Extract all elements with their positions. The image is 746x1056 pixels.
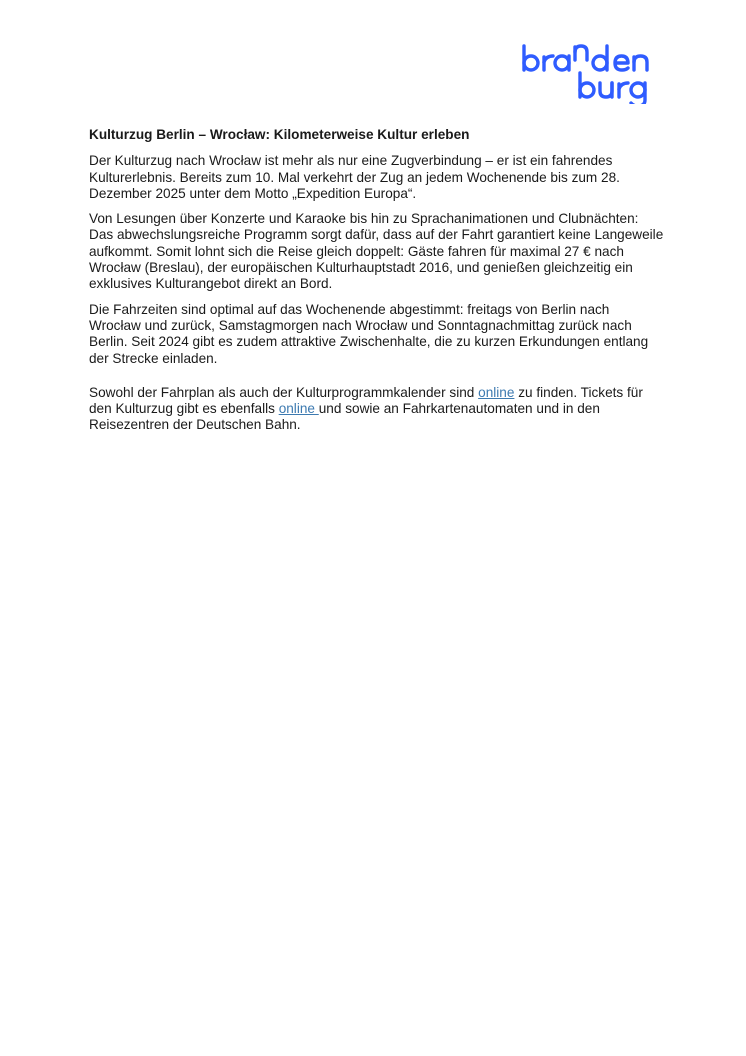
brandenburg-logo [518,40,668,104]
paragraph-intro: Der Kulturzug nach Wrocław ist mehr als nur eine Zugverbindung – er ist ein fahrendes Kulturerlebnis. Bereits zum 10. Mal verkehrt der Zug an jedem Wochenende bis zum 28. Dezember 2025 unter dem Motto „Expedition Europa“. [89,153,620,201]
paragraph-schedule: Die Fahrzeiten sind optimal auf das Wochenende abgestimmt: freitags von Berlin nach Wrocław und zurück, Samstagmorgen nach Wrocław und Sonntagnachmittag zurück nach Berlin. Seit 2024 gibt es zudem attraktive Zwischenhalte, die zu kurzen Erkundungen entlang der Strecke einladen. [89,301,649,366]
paragraph-tickets [89,385,664,434]
press-text [89,127,664,443]
timetable-online-link[interactable]: online [478,384,515,400]
text-segment: Sowohl der Fahrplan als auch der Kulturprogrammkalender sind [89,384,479,400]
tickets-online-link[interactable]: online [278,401,319,417]
article-title: Kulturzug Berlin – Wrocław: Kilometerweise Kultur erleben [89,127,470,142]
text-segment: und sowie an Fahrkartenautomaten und in den Reisezentren der Deutschen Bahn. [89,401,600,433]
brandenburg-logo-mark [518,40,668,104]
paragraph-program: Von Lesungen über Konzerte und Karaoke bis hin zu Sprachanimationen und Clubnächten: Das abwechslungsreiche Programm sorgt dafür, dass auf der Fahrt garantiert keine Langeweile aufkommt. Somit lohnt sich die Reise gleich doppelt: Gäste fahren für maximal 27 € nach Wrocław (Breslau), der europäischen Kulturhauptstadt 2016, und genießen gleichzeitig ein exklusives Kulturangebot direkt an Bord. [89,211,664,292]
text-segment: zu finden. Tickets für den Kulturzug gibt es ebenfalls [89,384,643,417]
